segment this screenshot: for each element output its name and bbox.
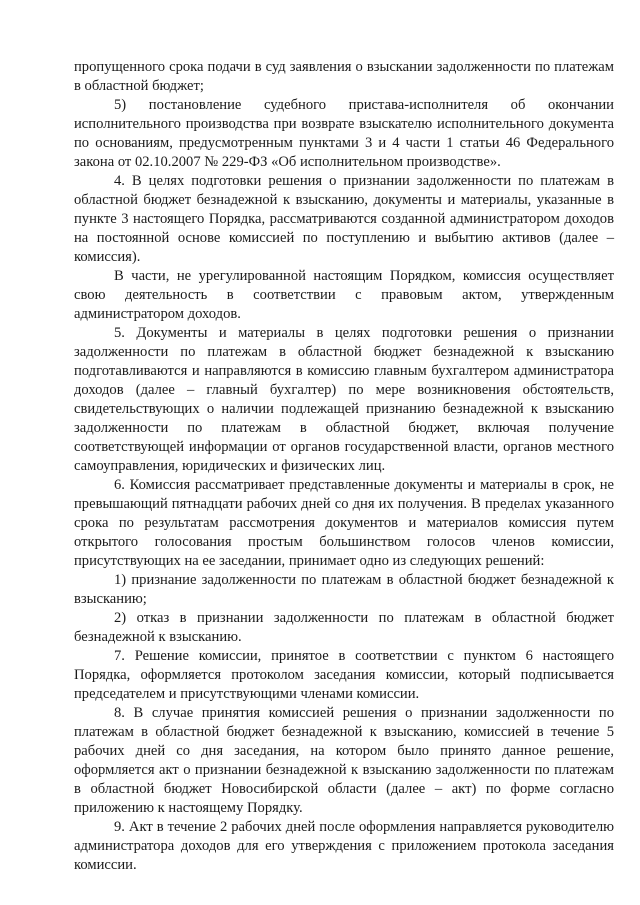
paragraph-point-6: 6. Комиссия рассматривает представленные документы и материалы в срок, не превышающий пятнадцати рабочих дней со дня их получения. В пределах указанного срока по результатам рассмотрения документов и материалов комиссия путем открытого голосования простым большинством голосов членов комиссии, присутствующих на ее заседании, принимает одно из следующих решений:	[74, 477, 614, 569]
paragraph-point-9: 9. Акт в течение 2 рабочих дней после оформления направляется руководителю администратора доходов для его утверждения с приложением протокола заседания комиссии.	[74, 819, 614, 873]
paragraph-commission-activity: В части, не урегулированной настоящим Порядком, комиссия осуществляет свою деятельность в соответствии с правовым актом, утвержденным администратором доходов.	[74, 268, 614, 322]
paragraph-point-7: 7. Решение комиссии, принятое в соответствии с пунктом 6 настоящего Порядка, оформляется протоколом заседания комиссии, который подписывается председателем и присутствующими членами комиссии.	[74, 648, 614, 702]
paragraph-item-5: 5) постановление судебного пристава-исполнителя об окончании исполнительного производства при возврате взыскателю исполнительного документа по основаниям, предусмотренным пунктами 3 и 4 части 1 статьи 46 Федерального закона от 02.10.2007 № 229-ФЗ «Об исполнительном производстве».	[74, 97, 614, 170]
paragraph-point-4: 4. В целях подготовки решения о признании задолженности по платежам в областной бюджет безнадежной к взысканию, документы и материалы, указанные в пункте 3 настоящего Порядка, рассматриваются созданной администратором доходов на постоянной основе комиссией по поступлению и выбытию активов (далее – комиссия).	[74, 173, 614, 265]
paragraph-decision-1: 1) признание задолженности по платежам в областной бюджет безнадежной к взысканию;	[74, 572, 614, 607]
paragraph-point-8: 8. В случае принятия комиссией решения о признании задолженности по платежам в областной бюджет безнадежной к взысканию, комиссией в течение 5 рабочих дней со дня заседания, на котором было принято данное решение, оформляется акт о признании безнадежной к взысканию задолженности по платежам в областной бюджет Новосибирской области (далее – акт) по форме согласно приложению к настоящему Порядку.	[74, 705, 614, 816]
paragraph-decision-2: 2) отказ в признании задолженности по платежам в областной бюджет безнадежной к взысканию.	[74, 610, 614, 645]
paragraph-point-5: 5. Документы и материалы в целях подготовки решения о признании задолженности по платежам в областной бюджет безнадежной к взысканию подготавливаются и направляются в комиссию главным бухгалтером администратора доходов (далее – главный бухгалтер) по мере возникновения обстоятельств, свидетельствующих о наличии подлежащей признанию безнадежной к взысканию задолженности по платежам в областной бюджет, включая получение соответствующей информации от органов государственной власти, органов местного самоуправления, юридических и физических лиц.	[74, 325, 614, 474]
paragraph-continuation: пропущенного срока подачи в суд заявления о взыскании задолженности по платежам в областной бюджет;	[74, 59, 614, 94]
